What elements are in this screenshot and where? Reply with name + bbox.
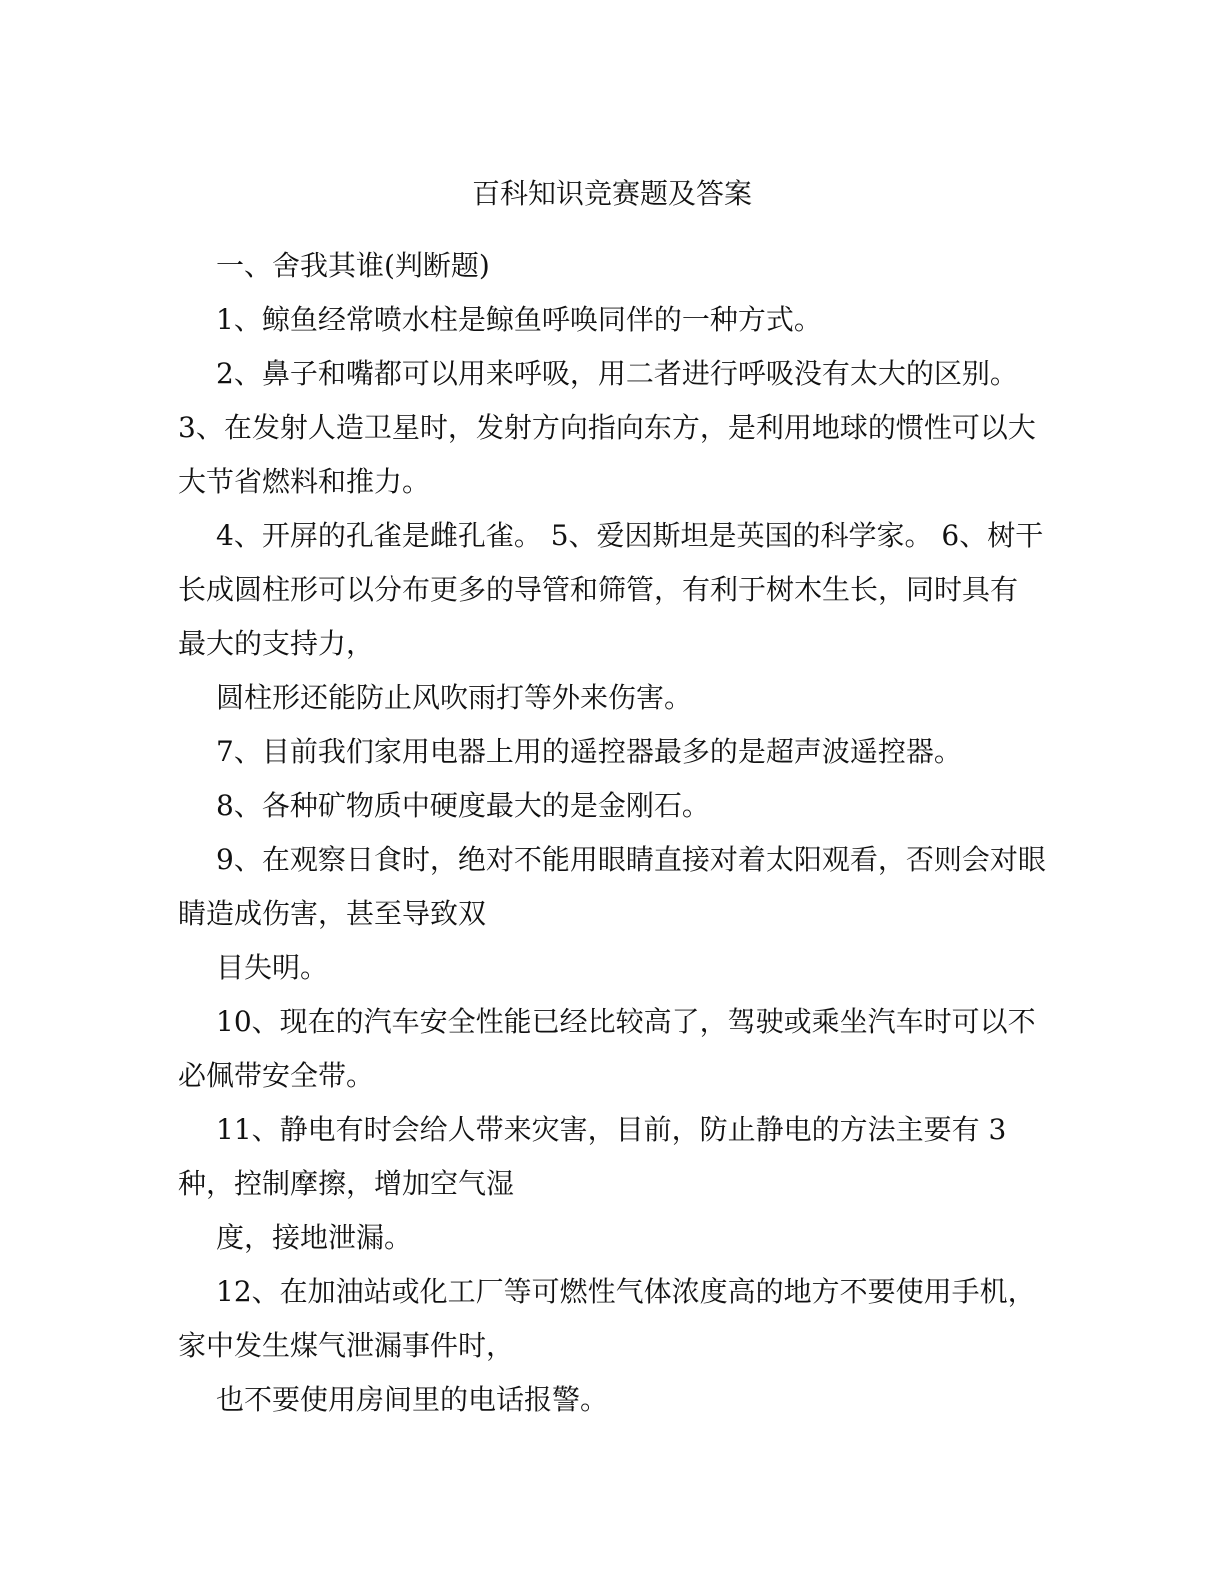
question-line: 必佩带安全带。 bbox=[178, 1059, 375, 1092]
question-line: 也不要使用房间里的电话报警。 bbox=[216, 1383, 609, 1416]
question-line: 圆柱形还能防止风吹雨打等外来伤害。 bbox=[216, 681, 693, 714]
question-line: 睛造成伤害，甚至导致双 bbox=[178, 897, 487, 930]
question-line: 长成圆柱形可以分布更多的导管和筛管，有利于树木生长，同时具有 bbox=[178, 573, 1019, 606]
question-line: 8、各种矿物质中硬度最大的是金刚石。 bbox=[216, 789, 710, 822]
question-line: 12、在加油站或化工厂等可燃性气体浓度高的地方不要使用手机， bbox=[216, 1275, 1036, 1308]
document-title: 百科知识竞赛题及答案 bbox=[471, 177, 752, 210]
question-line: 10、现在的汽车安全性能已经比较高了，驾驶或乘坐汽车时可以不 bbox=[216, 1005, 1036, 1038]
question-line: 大节省燃料和推力。 bbox=[178, 465, 431, 498]
question-line: 9、在观察日食时，绝对不能用眼睛直接对着太阳观看，否则会对眼 bbox=[216, 843, 1046, 876]
question-line: 7、目前我们家用电器上用的遥控器最多的是超声波遥控器。 bbox=[216, 735, 962, 768]
question-line: 1、鲸鱼经常喷水柱是鲸鱼呼唤同伴的一种方式。 bbox=[216, 303, 822, 336]
question-line: 目失明。 bbox=[216, 951, 329, 984]
question-line: 家中发生煤气泄漏事件时， bbox=[178, 1329, 515, 1362]
question-line: 11、静电有时会给人带来灾害，目前，防止静电的方法主要有 3 bbox=[216, 1113, 1007, 1146]
question-line: 最大的支持力， bbox=[178, 627, 375, 660]
section-heading: 一、舍我其谁(判断题) bbox=[216, 249, 490, 282]
question-line: 3、在发射人造卫星时，发射方向指向东方，是利用地球的惯性可以大 bbox=[178, 411, 1036, 444]
question-line: 4、开屏的孔雀是雌孔雀。 5、爱因斯坦是英国的科学家。 6、树干 bbox=[216, 519, 1044, 552]
question-line: 种，控制摩擦，增加空气湿 bbox=[178, 1167, 515, 1200]
question-line: 度，接地泄漏。 bbox=[216, 1221, 413, 1254]
question-line: 2、鼻子和嘴都可以用来呼吸，用二者进行呼吸没有太大的区别。 bbox=[216, 357, 1018, 390]
